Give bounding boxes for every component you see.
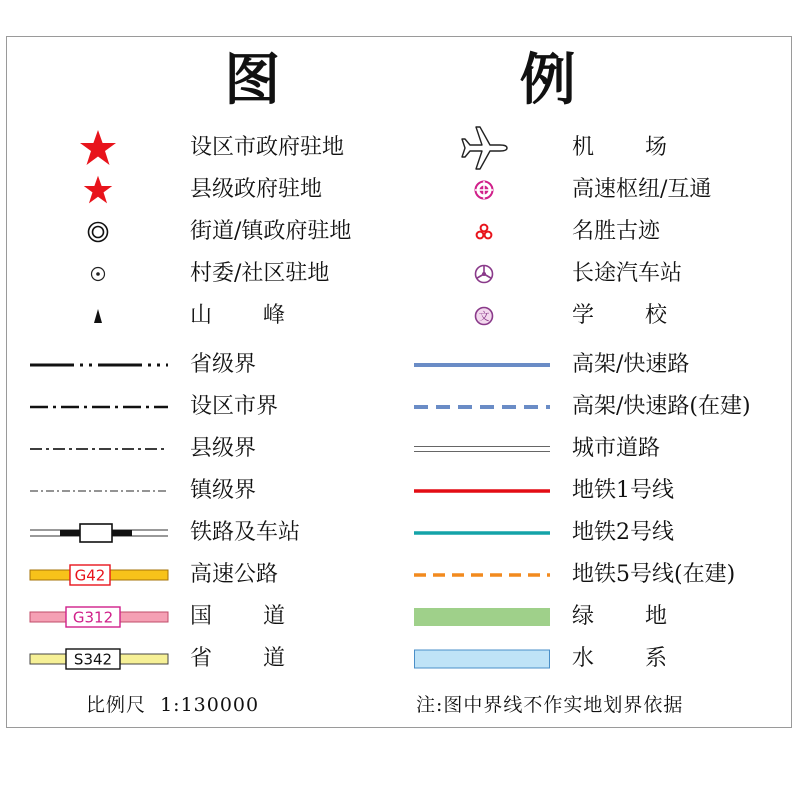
metro-line-5-construction-icon bbox=[414, 555, 550, 595]
legend-label: 山 峰 bbox=[190, 303, 307, 328]
legend-item bbox=[0, 296, 400, 336]
legend-label: 名胜古迹 bbox=[572, 219, 661, 244]
legend-item bbox=[0, 128, 400, 168]
railway-station-icon bbox=[30, 513, 168, 553]
legend-label: 长途汽车站 bbox=[572, 261, 683, 286]
national-road-line-icon bbox=[30, 597, 168, 637]
legend-label: 铁路及车站 bbox=[190, 520, 301, 545]
legend-item bbox=[400, 513, 800, 553]
legend-label: 高架/快速路 bbox=[572, 352, 690, 377]
legend-label: 省级界 bbox=[190, 352, 257, 377]
legend-label: 绿 地 bbox=[572, 604, 689, 629]
legend-label: 高架/快速路(在建) bbox=[572, 394, 751, 419]
legend-item bbox=[0, 429, 400, 469]
airplane-icon bbox=[456, 128, 512, 168]
provincial-boundary-line-icon bbox=[30, 345, 168, 385]
legend-label: 村委/社区驻地 bbox=[190, 261, 330, 286]
dot-circle-icon bbox=[78, 254, 118, 294]
city-boundary-line-icon bbox=[30, 387, 168, 427]
legend-label: 城市道路 bbox=[572, 436, 661, 461]
town-boundary-line-icon bbox=[30, 471, 168, 511]
legend-label: 街道/镇政府驻地 bbox=[190, 219, 352, 244]
scenic-spot-icon bbox=[464, 212, 504, 252]
elevated-road-line-icon bbox=[414, 345, 550, 385]
legend-item bbox=[0, 513, 400, 553]
legend-item bbox=[400, 429, 800, 469]
legend-item bbox=[400, 128, 800, 168]
legend-label: 县级政府驻地 bbox=[190, 177, 323, 202]
legend-label: 学 校 bbox=[572, 303, 689, 328]
small-red-star-icon bbox=[78, 170, 118, 210]
bus-station-icon bbox=[464, 254, 504, 294]
legend-label: 镇级界 bbox=[190, 478, 257, 503]
metro-line-2-icon bbox=[414, 513, 550, 553]
national-road-code: G312 bbox=[72, 608, 114, 627]
legend-item bbox=[400, 170, 800, 210]
school-glyph: 文 bbox=[478, 310, 490, 323]
provincial-road-line-icon bbox=[30, 639, 168, 679]
city-road-line-icon bbox=[414, 429, 550, 469]
legend-label: 高速公路 bbox=[190, 562, 279, 587]
legend-item bbox=[400, 212, 800, 252]
legend-label: 地铁1号线 bbox=[572, 478, 674, 503]
legend-item bbox=[400, 254, 800, 294]
legend-item bbox=[0, 212, 400, 252]
legend-item bbox=[0, 345, 400, 385]
legend-label: 国 道 bbox=[190, 604, 307, 629]
legend-item bbox=[400, 555, 800, 595]
legend-item bbox=[400, 471, 800, 511]
water-swatch-icon bbox=[414, 639, 550, 679]
legend-item bbox=[400, 639, 800, 679]
green-area-swatch-icon bbox=[414, 597, 550, 637]
peak-triangle-icon bbox=[78, 296, 118, 336]
interchange-icon bbox=[464, 170, 504, 210]
legend-item bbox=[0, 170, 400, 210]
legend-label: 机 场 bbox=[572, 135, 689, 160]
elevated-road-construction-line-icon bbox=[414, 387, 550, 427]
large-red-star-icon bbox=[78, 128, 118, 168]
legend-item bbox=[0, 254, 400, 294]
provincial-road-code: S342 bbox=[73, 650, 113, 669]
legend-label: 设区市界 bbox=[190, 394, 279, 419]
legend-item bbox=[400, 387, 800, 427]
legend-label: 高速枢纽/互通 bbox=[572, 177, 712, 202]
legend-label: 省 道 bbox=[190, 646, 307, 671]
legend-label: 地铁5号线(在建) bbox=[572, 562, 736, 587]
legend-item bbox=[0, 639, 400, 679]
double-circle-icon bbox=[78, 212, 118, 252]
legend-item bbox=[0, 555, 400, 595]
legend-title: 图 例 bbox=[224, 48, 686, 113]
school-icon bbox=[464, 296, 504, 336]
metro-line-1-icon bbox=[414, 471, 550, 511]
legend-item bbox=[400, 345, 800, 385]
legend-label: 地铁2号线 bbox=[572, 520, 674, 545]
legend-label: 设区市政府驻地 bbox=[190, 135, 345, 160]
legend-item bbox=[0, 597, 400, 637]
legend-item bbox=[400, 597, 800, 637]
county-boundary-line-icon bbox=[30, 429, 168, 469]
expressway-line-icon bbox=[30, 555, 168, 595]
legend-item bbox=[0, 471, 400, 511]
note-text: 注:图中界线不作实地划界依据 bbox=[416, 694, 684, 716]
scale-text: 比例尺 1:130000 bbox=[86, 694, 260, 716]
legend-label: 水 系 bbox=[572, 646, 689, 671]
legend-label: 县级界 bbox=[190, 436, 257, 461]
legend-item bbox=[400, 296, 800, 336]
expressway-code: G42 bbox=[74, 566, 106, 585]
legend-item bbox=[0, 387, 400, 427]
